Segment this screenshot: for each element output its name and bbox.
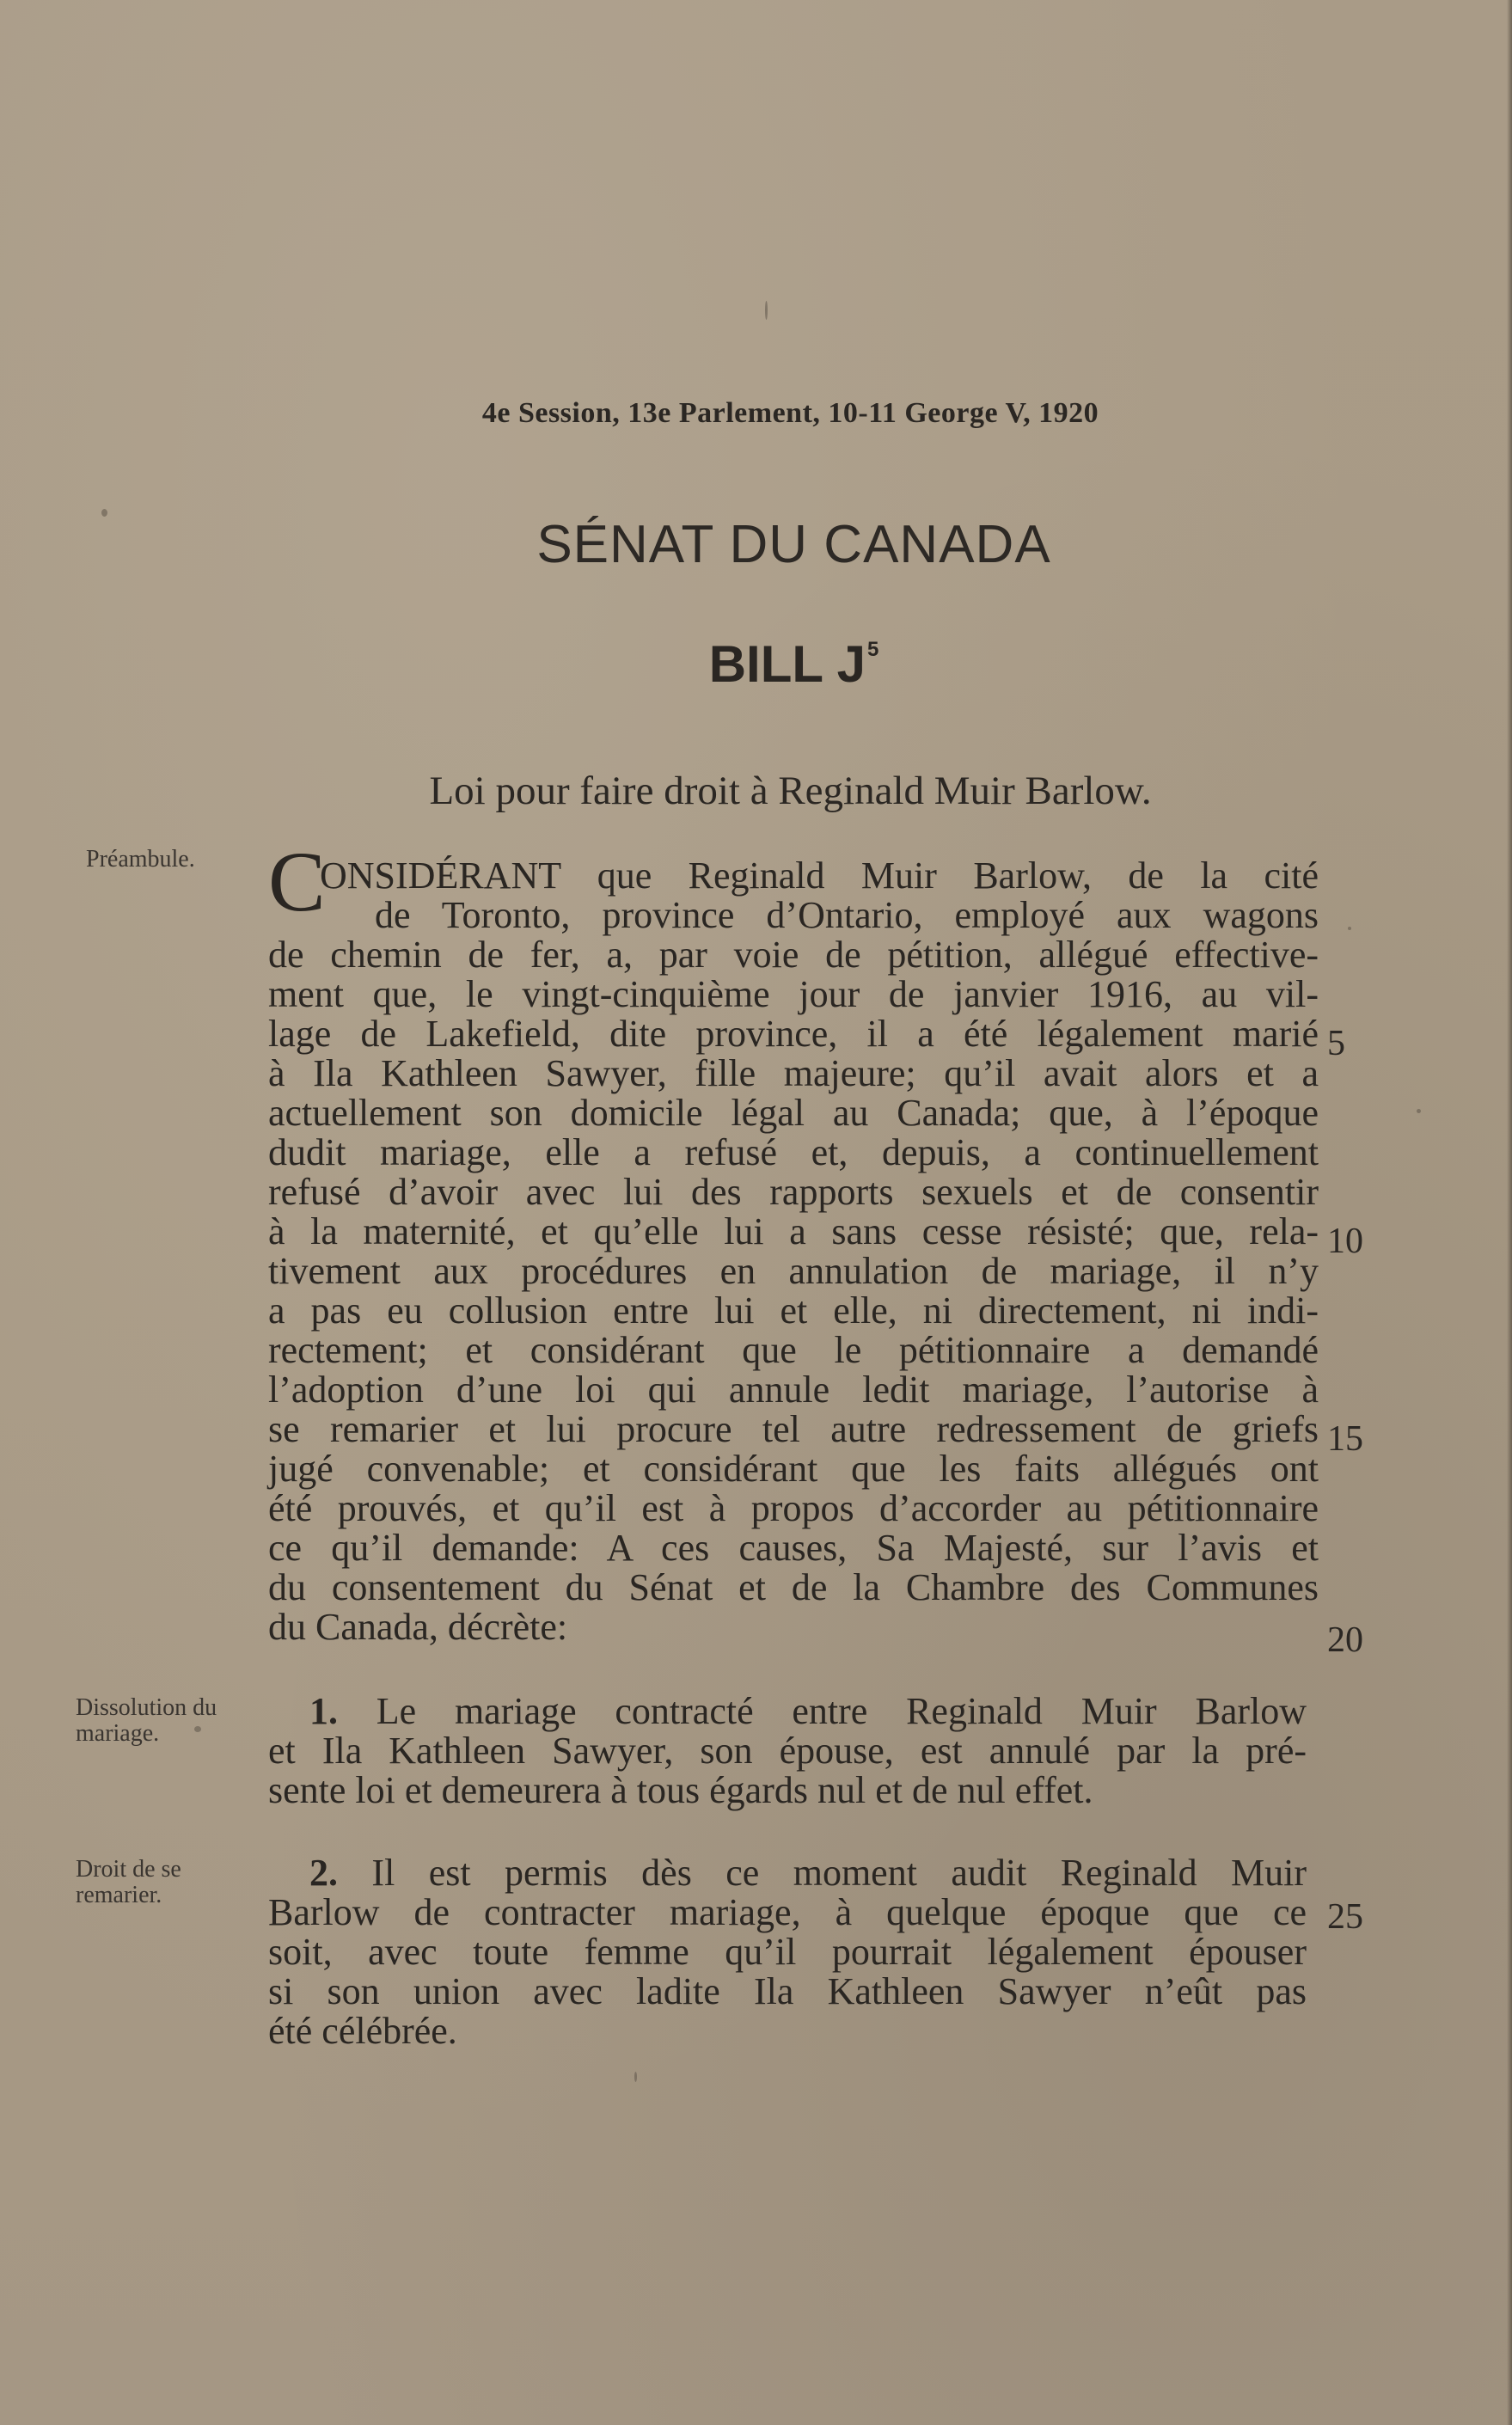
section2-first-line <box>309 1853 1307 1893</box>
line-number-25: 25 <box>1327 1897 1363 1937</box>
line-number-15: 15 <box>1327 1419 1363 1459</box>
paper-speck <box>1417 1109 1421 1113</box>
section1-number: 1. <box>309 1690 338 1732</box>
section1-text: Le mariage contracté entre Reginald Muir Barlow <box>376 1690 1307 1732</box>
bill-superscript: 5 <box>866 638 879 661</box>
preamble-line: jugé convenable; et considérant que les faits allégués ont <box>268 1448 1319 1490</box>
bill-label: BILL J <box>708 635 866 693</box>
preamble-line: se remarier et lui procure tel autre redressement de griefs <box>268 1408 1319 1450</box>
preamble-line: l’adoption d’une loi qui annule ledit mariage, l’autorise à <box>268 1369 1319 1411</box>
section2-line: Barlow de contracter mariage, à quelque époque que ce <box>268 1891 1307 1933</box>
bill-title: Loi pour faire droit à Reginald Muir Barlow. <box>429 769 1152 813</box>
line-number-10: 10 <box>1327 1222 1363 1261</box>
preamble-line: de Toronto, province d’Ontario, employé aux wagons <box>375 894 1319 936</box>
preamble-line: ment que, le vingt-cinquième jour de janvier 1916, au vil- <box>268 973 1319 1015</box>
paper-speck <box>765 301 768 320</box>
preamble-line: a pas eu collusion entre lui et elle, ni directement, ni indi- <box>268 1289 1319 1332</box>
preamble-line: du consentement du Sénat et de la Chambre des Communes <box>268 1566 1319 1608</box>
preamble-line: refusé d’avoir avec lui des rapports sexuels et de consentir <box>268 1171 1319 1213</box>
page-edge-shadow <box>1507 0 1512 2425</box>
session-line: 4e Session, 13e Parlement, 10-11 George V, 1920 <box>481 397 1099 429</box>
margin-note-dissolution: Dissolution du mariage. <box>76 1694 217 1747</box>
paper-speck <box>1348 927 1351 930</box>
drop-cap: C <box>268 834 326 929</box>
paper-speck <box>194 1726 201 1732</box>
margin-note-remarry: Droit de se remarier. <box>76 1856 181 1908</box>
preamble-line: tivement aux procédures en annulation de mariage, il n’y <box>268 1250 1319 1292</box>
preamble-line: ce qu’il demande: A ces causes, Sa Majesté, sur l’avis et <box>268 1527 1319 1569</box>
section1-line: et Ila Kathleen Sawyer, son épouse, est annulé par la pré- <box>268 1730 1307 1772</box>
preamble-line: du Canada, décrète: <box>268 1606 568 1648</box>
section1-first-line <box>309 1692 1307 1731</box>
margin-note-preamble: Préambule. <box>86 846 195 873</box>
section2-text: Il est permis dès ce moment audit Reginald Muir <box>371 1852 1307 1894</box>
bill-heading <box>0 634 1512 694</box>
preamble-line: actuellement son domicile légal au Canada; que, à l’époque <box>268 1092 1319 1134</box>
preamble-line: de chemin de fer, a, par voie de pétition, allégué effective- <box>268 934 1319 976</box>
preamble-line: été prouvés, et qu’il est à propos d’accorder au pétitionnaire <box>268 1487 1319 1529</box>
preamble-line: ONSIDÉRANT que Reginald Muir Barlow, de la cité <box>320 854 1319 897</box>
section2-line: été célébrée. <box>268 2010 457 2052</box>
line-number-20: 20 <box>1327 1620 1363 1660</box>
preamble-line: dudit mariage, elle a refusé et, depuis, a continuellement <box>268 1131 1319 1173</box>
preamble-line: à Ila Kathleen Sawyer, fille majeure; qu’il avait alors et a <box>268 1052 1319 1094</box>
senate-heading: SÉNAT DU CANADA <box>536 515 1051 574</box>
preamble-line: lage de Lakefield, dite province, il a été légalement marié <box>268 1013 1319 1055</box>
preamble-line: rectement; et considérant que le pétitionnaire a demandé <box>268 1329 1319 1371</box>
paper-speck <box>101 509 107 517</box>
section1-line: sente loi et demeurera à tous égards nul et de nul effet. <box>268 1769 1093 1811</box>
paper-speck <box>634 2072 637 2082</box>
line-number-5: 5 <box>1327 1024 1345 1063</box>
section2-number: 2. <box>309 1852 338 1894</box>
section2-line: soit, avec toute femme qu’il pourrait légalement épouser <box>268 1931 1307 1973</box>
preamble-line: à la maternité, et qu’elle lui a sans cesse résisté; que, rela- <box>268 1210 1319 1252</box>
section2-line: si son union avec ladite Ila Kathleen Sawyer n’eût pas <box>268 1970 1307 2012</box>
